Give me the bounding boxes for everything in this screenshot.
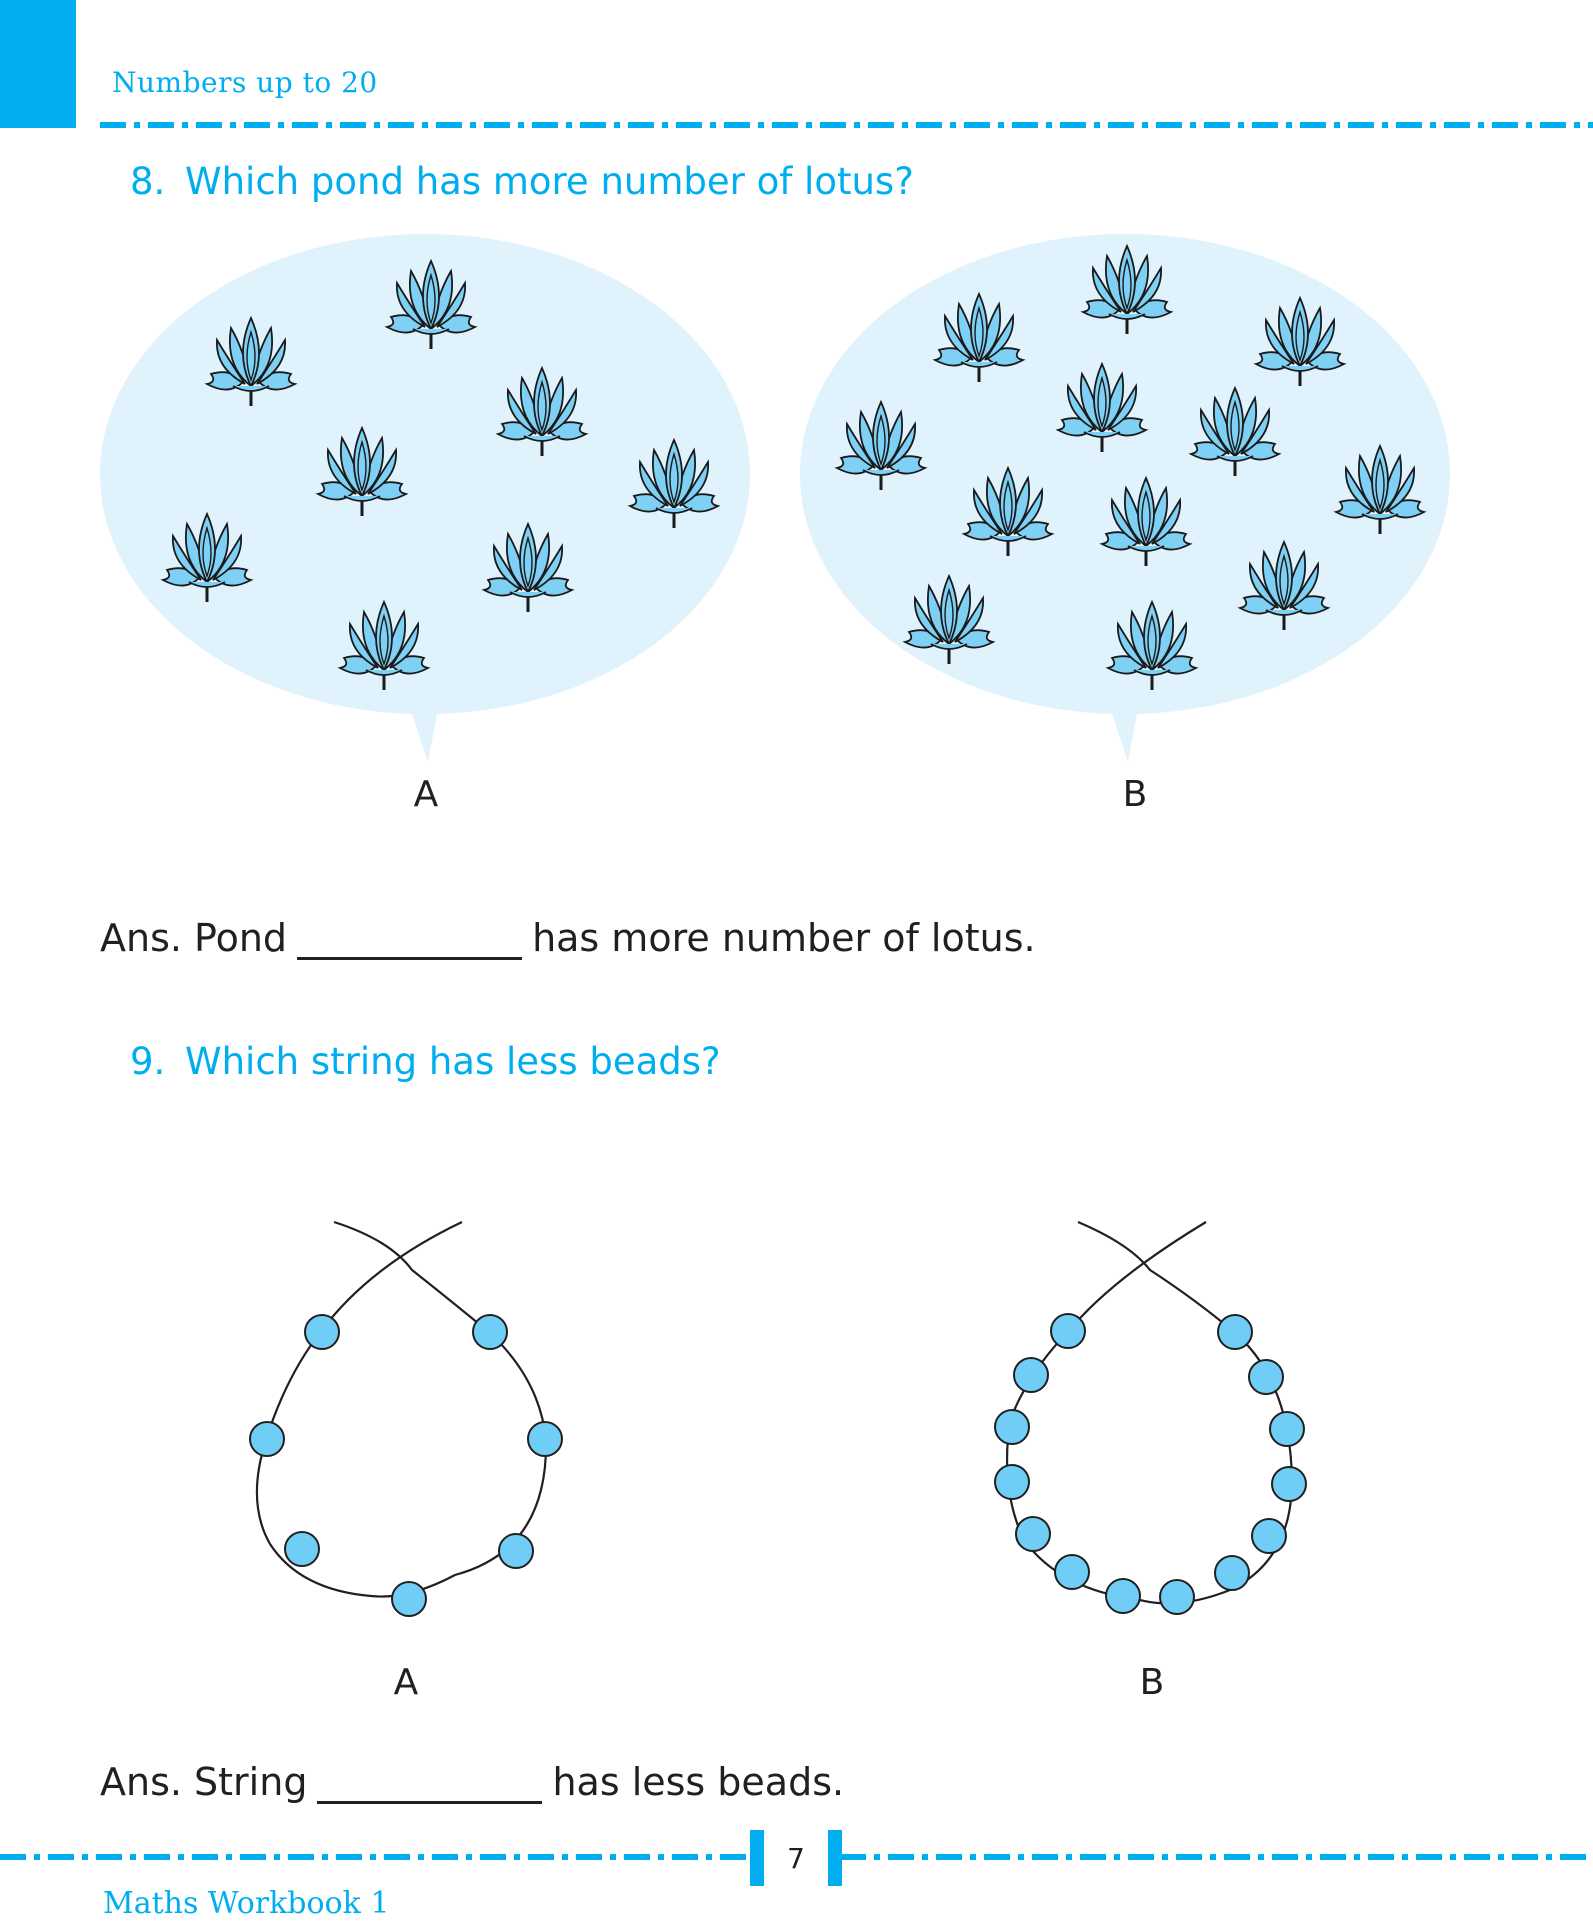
string-b [995,1222,1306,1614]
book-title: Maths Workbook 1 [103,1886,390,1921]
bead-icon [1016,1517,1050,1551]
bead-icon [285,1532,319,1566]
bead-icon [1160,1580,1194,1614]
footer-divider-left [0,1852,760,1862]
bead-icon [1249,1360,1283,1394]
bead-icon [499,1534,533,1568]
bead-icon [1215,1556,1249,1590]
header-title: Numbers up to 20 [112,66,378,99]
bead-icon [392,1582,426,1616]
bead-icon [1272,1467,1306,1501]
bead-icon [528,1422,562,1456]
question-9-text: Which string has less beads? [185,1040,721,1083]
bead-icon [1218,1315,1252,1349]
pond-a-label: A [413,774,439,815]
bead-icon [473,1315,507,1349]
string-a-label: A [393,1662,419,1703]
string-a [250,1222,562,1616]
string-b-label: B [1139,1662,1165,1703]
bead-icon [1106,1579,1140,1613]
question-8-text: Which pond has more number of lotus? [185,160,914,203]
answer-8-prefix: Ans. Pond [100,916,288,960]
answer-9-suffix: has less beads. [552,1760,845,1804]
answer-8-suffix: has more number of lotus. [532,916,1036,960]
bead-icon [1252,1519,1286,1553]
question-9-number: 9. [130,1040,166,1083]
bead-icon [1051,1314,1085,1348]
bead-icon [250,1422,284,1456]
footer-divider-right [840,1852,1593,1862]
bead-icon [1014,1358,1048,1392]
answer-9 [100,1760,844,1804]
answer-9-blank[interactable] [317,1763,542,1804]
question-8-number: 8. [130,160,166,203]
answer-9-prefix: Ans. String [100,1760,308,1804]
pond-b-label: B [1122,774,1148,815]
bead-icon [1270,1412,1304,1446]
bead-icon [995,1410,1029,1444]
bead-icon [1055,1555,1089,1589]
bead-icon [995,1465,1029,1499]
bead-icon [305,1315,339,1349]
page-number: 7 [768,1838,824,1880]
